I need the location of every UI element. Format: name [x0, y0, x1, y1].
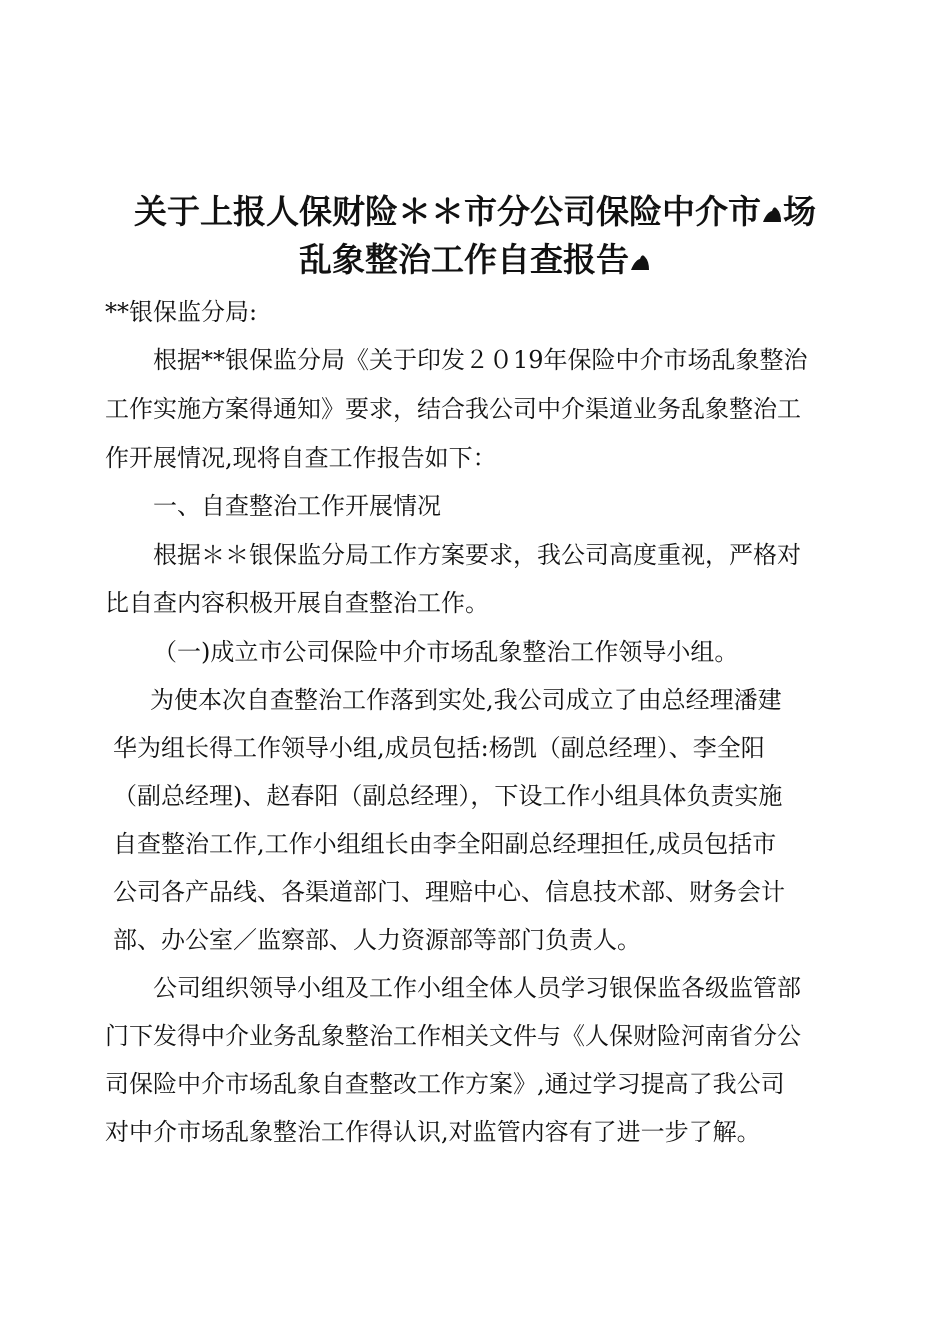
subsection-1-line-1: 为使本次自查整治工作落到实处,我公司成立了由总经理潘建	[150, 686, 782, 714]
intro-line-1: 根据**银保监分局《关于印发２０19年保险中介市场乱象整治	[153, 346, 808, 374]
study-line-3: 司保险中介市场乱象自查整改工作方案》,通过学习提高了我公司	[105, 1070, 785, 1098]
document-title-line-2	[80, 240, 870, 280]
section-1-line-1: 根据＊＊银保监分局工作方案要求，我公司高度重视，严格对	[153, 541, 801, 569]
study-line-1: 公司组织领导小组及工作小组全体人员学习银保监各级监管部	[153, 974, 801, 1002]
title-text-1-tail: 场	[783, 192, 816, 231]
subsection-1-heading: （一)成立市公司保险中介市场乱象整治工作领导小组。	[153, 638, 739, 666]
subsection-1-line-4: 自查整治工作,工作小组组长由李全阳副总经理担任,成员包括市	[113, 830, 777, 858]
subsection-1-line-3: （副总经理)、赵春阳（副总经理），下设工作小组具体负责实施	[113, 782, 783, 810]
study-line-4: 对中介市场乱象整治工作得认识,对监管内容有了进一步了解。	[105, 1118, 761, 1146]
decorative-mark-icon	[629, 251, 651, 273]
title-text-1: 关于上报人保财险＊＊市分公司保险中介市	[134, 192, 761, 231]
intro-line-3: 作开展情况,现将自查工作报告如下：	[105, 444, 497, 472]
decorative-mark-icon	[761, 203, 783, 225]
subsection-1-line-2: 华为组长得工作领导小组,成员包括:杨凯（副总经理）、李全阳	[113, 734, 765, 762]
intro-line-2: 工作实施方案得通知》要求，结合我公司中介渠道业务乱象整治工	[105, 395, 801, 423]
section-1-line-2: 比自查内容积极开展自查整治工作。	[105, 589, 489, 617]
subsection-1-line-5: 公司各产品线、各渠道部门、理赔中心、信息技术部、财务会计	[113, 878, 785, 906]
study-line-2: 门下发得中介业务乱象整治工作相关文件与《人保财险河南省分公	[105, 1022, 801, 1050]
salutation: **银保监分局:	[105, 298, 258, 326]
section-1-heading: 一、自查整治工作开展情况	[153, 492, 441, 520]
title-text-2: 乱象整治工作自查报告	[299, 240, 629, 279]
subsection-1-line-6: 部、办公室／监察部、人力资源部等部门负责人。	[113, 926, 641, 954]
document-title-line-1	[80, 192, 870, 232]
